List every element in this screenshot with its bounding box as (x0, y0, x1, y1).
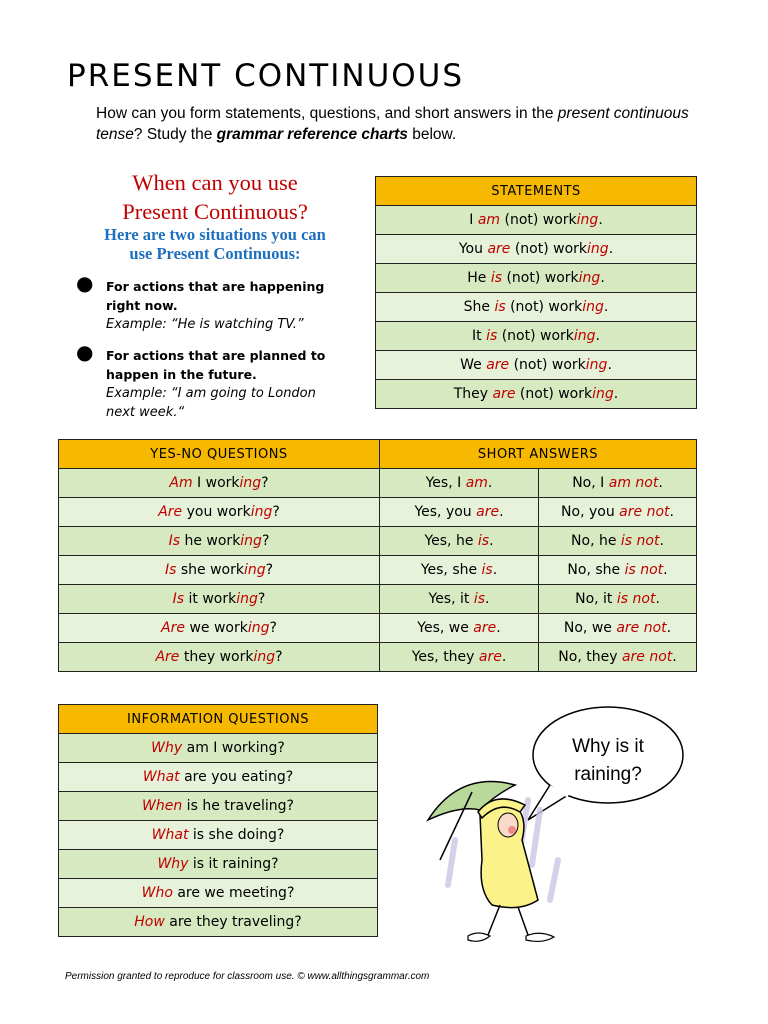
question-end: ? (275, 649, 283, 665)
table-row (59, 527, 380, 556)
no-answer-verb: are not (621, 649, 673, 665)
statement-rest: (not) work (510, 241, 588, 257)
info-question-rest: is she doing? (188, 827, 285, 843)
statement-cell (376, 264, 697, 293)
statement-rest: (not) work (497, 328, 574, 344)
table-row (380, 469, 697, 498)
yes-answer-text: Yes, you (414, 504, 477, 520)
table-row (380, 614, 697, 643)
yes-answer-verb: is (477, 533, 490, 549)
info-question-rest: is he traveling? (182, 798, 294, 814)
intro-text: How can you form statements, questions, and short answers in the (96, 105, 558, 122)
statement-end: . (613, 386, 619, 402)
statement-ing: ing (592, 386, 614, 402)
speech-line: Why is it (572, 736, 644, 757)
no-answer-cell: No, it is not. (539, 585, 697, 614)
table-row (59, 614, 380, 643)
statement-rest: (not) work (515, 386, 593, 402)
yes-answer-verb: are (478, 649, 502, 665)
yes-no-header: YES-NO QUESTIONS (59, 440, 380, 469)
info-questions-table (58, 704, 378, 937)
statement-rest: (not) work (502, 270, 579, 286)
yes-answer-text: Yes, he (424, 533, 478, 549)
statement-end: . (607, 357, 612, 373)
info-question-cell (59, 763, 378, 792)
statement-ing: ing (585, 357, 608, 373)
statement-end: . (603, 299, 609, 315)
table-row (376, 322, 697, 351)
statement-end: . (600, 270, 605, 286)
statement-ing: ing (573, 328, 596, 344)
question-ing: ing (253, 649, 276, 665)
statement-rest: (not) work (500, 212, 577, 228)
no-answer-cell: No, they are not. (539, 643, 697, 672)
bullet-lead: right now. (106, 298, 178, 313)
statement-end: . (608, 241, 614, 257)
wh-word: Why (151, 740, 183, 756)
question-rest: you work (182, 504, 251, 520)
question-cell (59, 498, 380, 527)
question-end: ? (261, 533, 270, 549)
bullet-example: Example: “He is watching TV.” (106, 317, 304, 332)
intro-paragraph (96, 103, 696, 145)
question-rest: we work (185, 620, 248, 636)
when-heading (60, 168, 370, 226)
bullet-lead: For actions that are planned to (106, 348, 326, 363)
table-row (59, 763, 378, 792)
question-verb: Is (168, 533, 181, 549)
table-row (59, 643, 380, 672)
question-end: ? (257, 591, 266, 607)
statements-table (375, 176, 697, 409)
statement-rest: (not) work (509, 357, 586, 373)
table-row (380, 527, 697, 556)
question-cell (59, 585, 380, 614)
no-answer-verb: is not (616, 591, 656, 607)
table-row (59, 734, 378, 763)
statement-subject: We (460, 357, 487, 373)
yes-answer-text: Yes, I (425, 475, 466, 491)
statement-subject: I (469, 212, 478, 228)
info-question-cell (59, 821, 378, 850)
statement-cell (376, 235, 697, 264)
no-answer-verb: are not (616, 620, 667, 636)
no-answer-cell: No, I am not. (539, 469, 697, 498)
info-question-rest: am I working? (182, 740, 285, 756)
question-cell (59, 643, 380, 672)
wh-word: What (142, 769, 180, 785)
table-row (59, 556, 380, 585)
statement-end: . (598, 212, 603, 228)
no-answer-text: No, it (575, 591, 617, 607)
short-answers-table (379, 439, 697, 672)
statement-ing: ing (587, 241, 609, 257)
no-answer-cell: No, he is not. (539, 527, 697, 556)
yes-no-table (58, 439, 380, 672)
bullet-item (76, 271, 336, 337)
wh-word: Why (157, 856, 189, 872)
question-verb: Is (164, 562, 177, 578)
statements-header: STATEMENTS (376, 177, 697, 206)
intro-text: below. (407, 126, 457, 143)
question-rest: he work (180, 533, 241, 549)
question-cell (59, 527, 380, 556)
statement-rest: (not) work (505, 299, 583, 315)
table-row (59, 821, 378, 850)
statement-verb: is (490, 270, 503, 286)
question-end: ? (261, 475, 269, 491)
bullet-example: Example: “I am going to London (106, 386, 316, 401)
yes-answer-cell: Yes, she is. (380, 556, 539, 585)
question-verb: Is (172, 591, 185, 607)
statement-end: . (595, 328, 600, 344)
bullet-lead: happen in the future. (106, 367, 257, 382)
question-verb: Are (155, 649, 180, 665)
no-answer-cell: No, we are not. (539, 614, 697, 643)
statement-cell (376, 322, 697, 351)
yes-answer-verb: are (476, 504, 500, 520)
bullet-item (76, 340, 336, 426)
no-answer-text: No, he (571, 533, 621, 549)
no-answer-verb: are not (619, 504, 670, 520)
statement-subject: They (453, 386, 493, 402)
question-end: ? (269, 620, 277, 636)
no-answer-verb: is not (620, 533, 660, 549)
when-heading-line: When can you use (132, 170, 298, 195)
table-row (59, 498, 380, 527)
statement-subject: She (463, 299, 495, 315)
table-row (380, 498, 697, 527)
table-row (59, 792, 378, 821)
yes-answer-text: Yes, we (417, 620, 474, 636)
page-title: PRESENT CONTINUOUS (67, 58, 465, 94)
no-answer-text: No, we (563, 620, 617, 636)
info-question-rest: are you eating? (179, 769, 294, 785)
info-question-cell (59, 879, 378, 908)
table-row (380, 643, 697, 672)
info-question-cell (59, 850, 378, 879)
no-answer-text: No, you (561, 504, 620, 520)
question-cell (59, 556, 380, 585)
info-question-cell (59, 792, 378, 821)
speech-line: raining? (574, 764, 642, 785)
yes-answer-cell: Yes, they are. (380, 643, 539, 672)
info-questions-header: INFORMATION QUESTIONS (59, 705, 378, 734)
speech-bubble-text (548, 733, 668, 789)
when-sub-line: Here are two situations you can (104, 225, 326, 244)
info-question-cell (59, 734, 378, 763)
intro-italic: present continuous tense (96, 105, 689, 143)
statement-cell (376, 380, 697, 409)
statement-cell (376, 293, 697, 322)
info-question-rest: are we meeting? (172, 885, 295, 901)
statement-verb: is (494, 299, 506, 315)
statement-verb: is (486, 328, 498, 344)
bullet-example: next week.“ (106, 405, 185, 420)
no-answer-text: No, they (558, 649, 622, 665)
wh-word: Who (141, 885, 173, 901)
table-row (376, 206, 697, 235)
no-answer-text: No, she (567, 562, 625, 578)
short-answers-header: SHORT ANSWERS (380, 440, 697, 469)
table-row (59, 850, 378, 879)
table-row (59, 908, 378, 937)
when-heading-line: Present Continuous? (122, 199, 308, 224)
question-rest: it work (184, 591, 237, 607)
question-cell (59, 469, 380, 498)
no-answer-cell: No, she is not. (539, 556, 697, 585)
statement-cell (376, 351, 697, 380)
statement-verb: are (486, 357, 510, 373)
table-row (59, 879, 378, 908)
statement-cell (376, 206, 697, 235)
question-ing: ing (243, 562, 266, 578)
statement-verb: are (487, 241, 511, 257)
table-row (59, 585, 380, 614)
yes-answer-cell: Yes, you are. (380, 498, 539, 527)
wh-word: How (134, 914, 165, 930)
table-row (376, 351, 697, 380)
statement-ing: ing (578, 270, 601, 286)
intro-bold: grammar reference charts (216, 126, 408, 143)
question-end: ? (272, 504, 280, 520)
bullet-lead: For actions that are happening (106, 279, 325, 294)
question-ing: ing (247, 620, 270, 636)
statement-ing: ing (576, 212, 599, 228)
yes-answer-verb: are (473, 620, 497, 636)
yes-answer-verb: is (473, 591, 486, 607)
wh-word: What (151, 827, 189, 843)
statement-subject: It (471, 328, 487, 344)
yes-answer-text: Yes, they (411, 649, 479, 665)
statement-subject: You (458, 241, 488, 257)
question-verb: Are (161, 620, 185, 636)
table-row (59, 469, 380, 498)
table-row (376, 293, 697, 322)
yes-answer-cell: Yes, we are. (380, 614, 539, 643)
bullet-dot-icon: ● (76, 271, 94, 295)
info-question-rest: is it raining? (188, 856, 279, 872)
question-ing: ing (250, 504, 273, 520)
table-row (380, 585, 697, 614)
question-end: ? (265, 562, 274, 578)
no-answer-verb: is not (624, 562, 664, 578)
table-row (376, 235, 697, 264)
no-answer-verb: am not (608, 475, 659, 491)
question-rest: she work (176, 562, 244, 578)
no-answer-text: No, I (572, 475, 609, 491)
yes-answer-text: Yes, she (420, 562, 482, 578)
statement-subject: He (467, 270, 491, 286)
yes-answer-verb: am (465, 475, 488, 491)
footer-permission: Permission granted to reproduce for classroom use. © www.allthingsgrammar.com (65, 971, 430, 982)
yes-answer-cell: Yes, I am. (380, 469, 539, 498)
question-rest: I work (192, 475, 240, 491)
question-ing: ing (236, 591, 258, 607)
yes-answer-cell: Yes, it is. (380, 585, 539, 614)
question-verb: Are (158, 504, 183, 520)
info-question-cell (59, 908, 378, 937)
question-verb: Am (169, 475, 193, 491)
statement-verb: are (492, 386, 516, 402)
table-row (380, 556, 697, 585)
yes-answer-text: Yes, it (428, 591, 474, 607)
yes-answer-cell: Yes, he is. (380, 527, 539, 556)
question-ing: ing (240, 533, 262, 549)
table-row (376, 380, 697, 409)
question-rest: they work (179, 649, 254, 665)
wh-word: When (142, 798, 183, 814)
intro-text: ? Study the (133, 126, 217, 143)
no-answer-cell: No, you are not. (539, 498, 697, 527)
statement-verb: am (477, 212, 501, 228)
table-row (376, 264, 697, 293)
statement-ing: ing (582, 299, 604, 315)
when-sub-line: use Present Continuous: (129, 244, 301, 263)
when-subheading (60, 225, 370, 263)
yes-answer-verb: is (481, 562, 493, 578)
info-question-rest: are they traveling? (164, 914, 302, 930)
question-cell (59, 614, 380, 643)
question-ing: ing (239, 475, 262, 491)
bullet-dot-icon: ● (76, 340, 94, 364)
